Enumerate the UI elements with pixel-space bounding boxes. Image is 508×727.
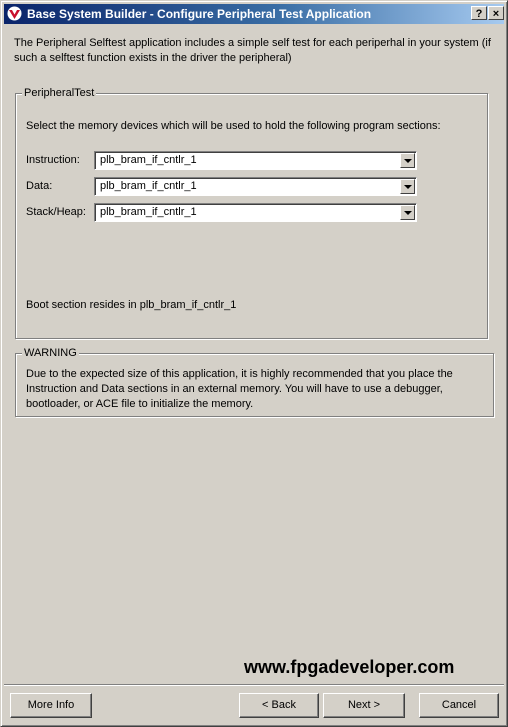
select-memory-prompt: Select the memory devices which will be used to hold the following program sections: xyxy=(26,120,441,132)
intro-text: The Peripheral Selftest application includes a simple self test for each periperhal in your system (if such a selftest function exists in the driver the peripheral) xyxy=(14,37,491,64)
chevron-down-icon[interactable] xyxy=(400,153,415,168)
stack-heap-label: Stack/Heap: xyxy=(26,206,86,218)
stack-heap-memory-value: plb_bram_if_cntlr_1 xyxy=(100,206,197,218)
peripheral-test-legend: PeripheralTest xyxy=(24,87,95,99)
window-title: Base System Builder - Configure Peripheral Test Application xyxy=(27,7,372,21)
data-label: Data: xyxy=(26,180,53,192)
instruction-label: Instruction: xyxy=(26,154,80,166)
warning-legend: WARNING xyxy=(24,347,77,359)
instruction-memory-select[interactable] xyxy=(94,151,417,170)
data-memory-value: plb_bram_if_cntlr_1 xyxy=(100,180,197,192)
watermark-text: www.fpgadeveloper.com xyxy=(244,657,455,677)
close-icon[interactable]: × xyxy=(488,6,504,20)
boot-section-note: Boot section resides in plb_bram_if_cntlr_1 xyxy=(26,299,237,311)
next-button[interactable]: Next > xyxy=(323,693,405,718)
help-icon[interactable]: ? xyxy=(471,6,487,20)
back-button[interactable]: < Back xyxy=(239,693,319,718)
stack-heap-memory-select[interactable] xyxy=(94,203,417,222)
title-bar[interactable] xyxy=(4,4,504,24)
peripheral-test-group xyxy=(15,87,488,339)
warning-group xyxy=(15,347,494,417)
warning-text: Due to the expected size of this application, it is highly recommended that you place the Instruction and Data sections in an external memory. You will have to use a debugger, bootloader, or ACE file to initialize the memory. xyxy=(26,368,453,410)
data-memory-select[interactable] xyxy=(94,177,417,196)
cancel-button[interactable]: Cancel xyxy=(419,693,499,718)
xilinx-logo-icon xyxy=(7,6,22,21)
chevron-down-icon[interactable] xyxy=(400,179,415,194)
instruction-memory-value: plb_bram_if_cntlr_1 xyxy=(100,154,197,166)
more-info-button[interactable]: More Info xyxy=(10,693,92,718)
chevron-down-icon[interactable] xyxy=(400,205,415,220)
button-separator xyxy=(4,684,504,686)
